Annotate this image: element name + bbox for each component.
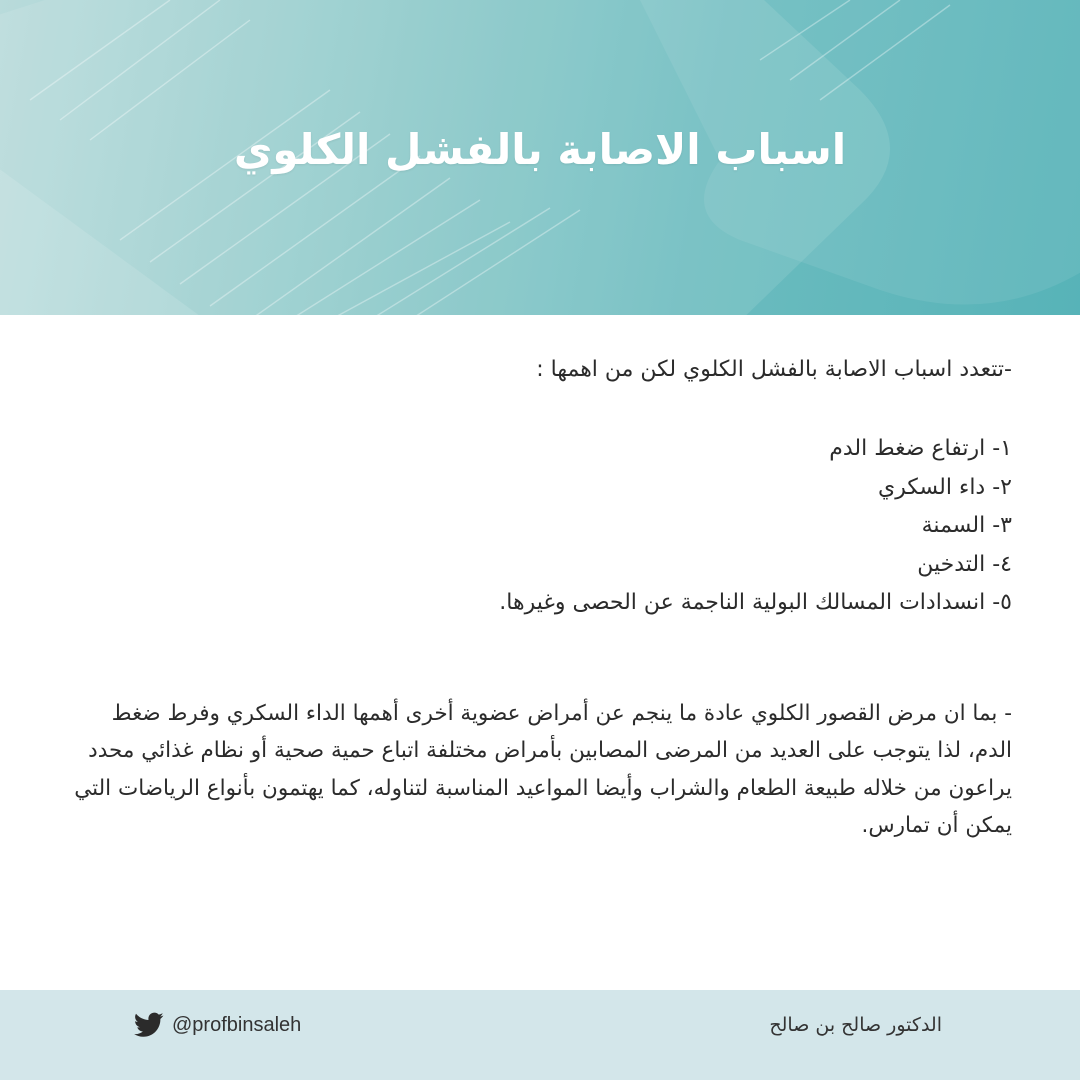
twitter-handle-link[interactable] <box>134 1012 301 1038</box>
footer-bar <box>0 990 1080 1080</box>
page-title: اسباب الاصابة بالفشل الكلوي <box>233 125 847 174</box>
cause-item-3: ٣- السمنة <box>921 513 1012 538</box>
header-banner <box>0 0 1080 315</box>
twitter-bird-icon <box>134 1012 164 1038</box>
cause-item-4: ٤- التدخين <box>917 551 1012 577</box>
causes-list <box>72 430 1012 623</box>
author-name: الدكتور صالح بن صالح <box>769 1014 942 1036</box>
article-content <box>72 350 1012 845</box>
cause-item-5: ٥- انسدادات المسالك البولية الناجمة عن الحصى وغيرها. <box>499 590 1012 615</box>
explanation-paragraph: - بما ان مرض القصور الكلوي عادة ما ينجم عن أمراض عضوية أخرى أهمها الداء السكري وفرط ضغط الدم، لذا يتوجب على العديد من المرضى المصابين بأمراض مختلفة اتباع حمية صحية أو نظام غذائي محدد يراعون من خلاله طبيعة الطعام والشراب وأيضا المواعيد المناسبة لتناوله، كما يهتمون بأنواع الرياضات التي يمكن أن تمارس. <box>74 700 1012 838</box>
cause-item-1: ١- ارتفاع ضغط الدم <box>829 436 1012 461</box>
twitter-handle-text: @profbinsaleh <box>172 1013 302 1036</box>
cause-item-2: ٢- داء السكري <box>878 474 1012 500</box>
intro-text: -تتعدد اسباب الاصابة بالفشل الكلوي لكن من اهمها : <box>536 357 1012 382</box>
